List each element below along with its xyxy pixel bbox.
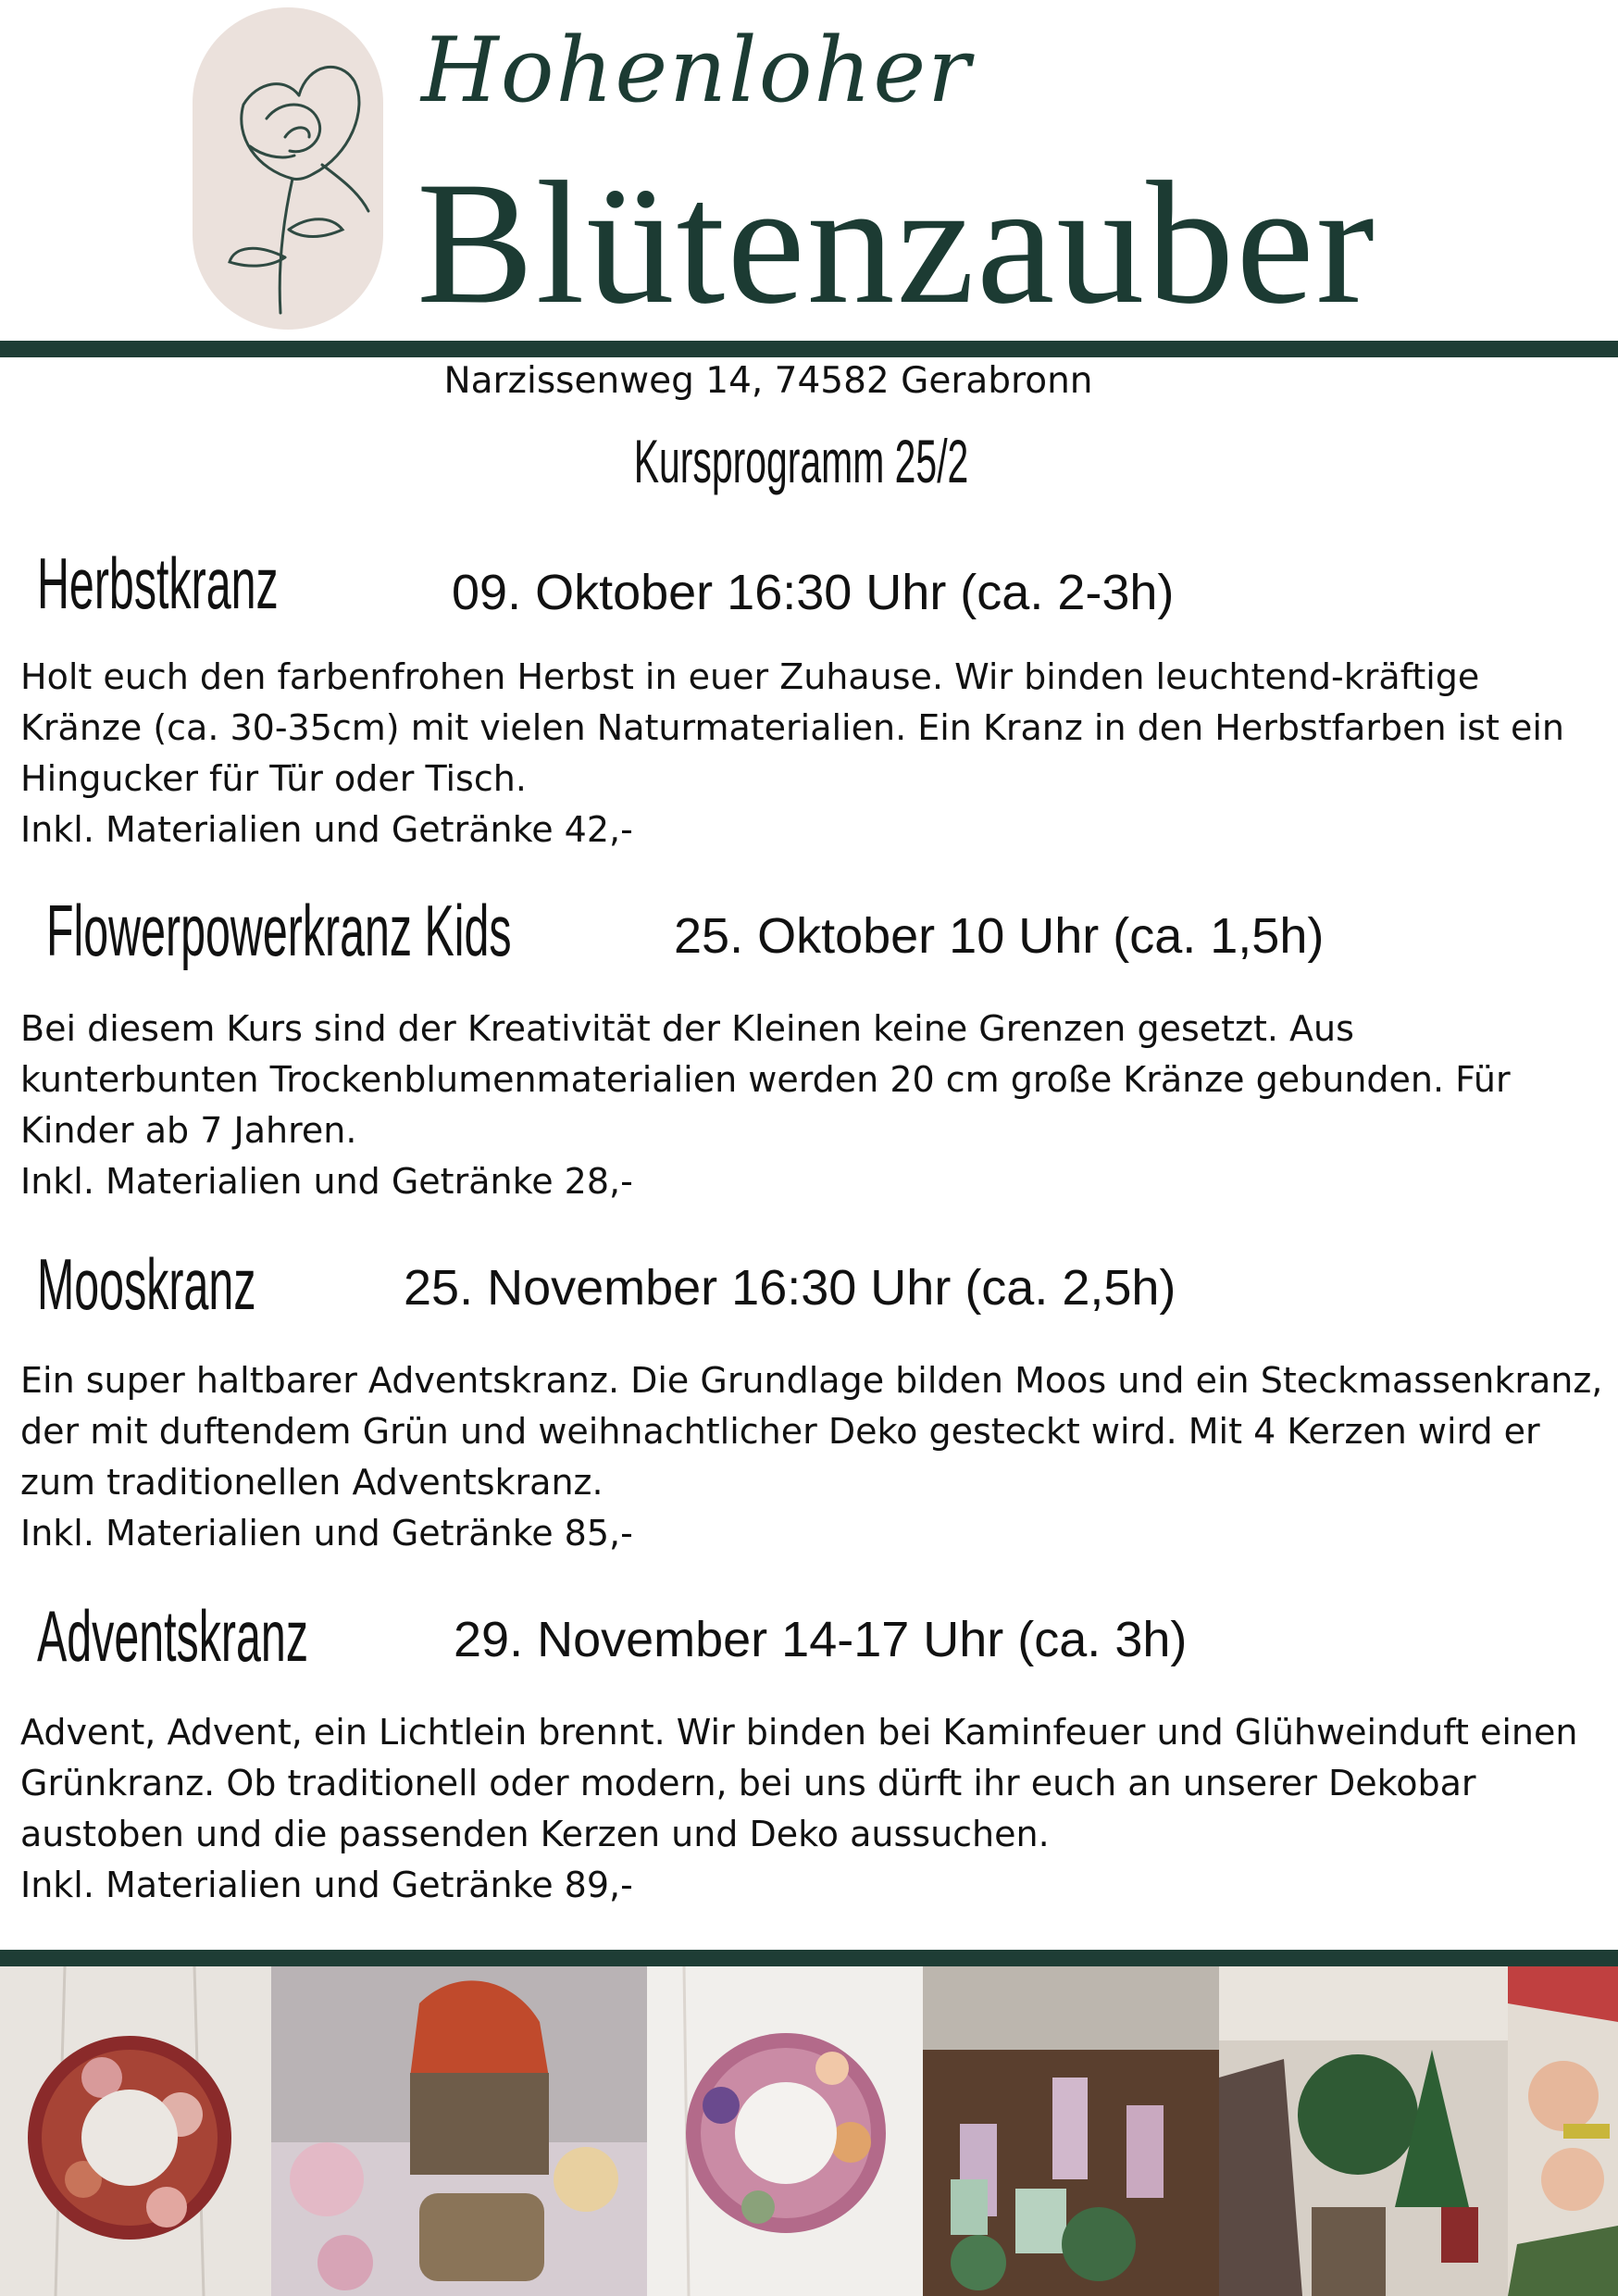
- advent-candles-table-photo: [923, 1966, 1219, 2296]
- footer-divider: [0, 1950, 1618, 1966]
- course-price: Inkl. Materialien und Getränke 85,-: [20, 1513, 633, 1554]
- autumn-wreath-photo: [0, 1966, 271, 2296]
- course-price: Inkl. Materialien und Getränke 89,-: [20, 1865, 633, 1905]
- course-description-text: Holt euch den farbenfrohen Herbst in euer Zuhause. Wir binden leuchtend-kräftige Kränze (ca. 30-35cm) mit vielen Naturmaterialien. Ein Kranz in den Herbstfarben ist ein Hingucker für Tür oder Tisch.: [20, 656, 1564, 799]
- course-price: Inkl. Materialien und Getränke 28,-: [20, 1161, 633, 1202]
- fir-wreath-binding-photo: [1219, 1966, 1508, 2296]
- course-description: [20, 652, 1603, 855]
- course-description: [20, 1004, 1603, 1207]
- course-name: Flowerpowerkranz Kids: [46, 890, 512, 971]
- program-title: Kursprogramm 25/2: [633, 427, 969, 495]
- course-name: Adventskranz: [37, 1595, 308, 1677]
- course-date: 09. Oktober 16:30 Uhr (ca. 2-3h): [452, 565, 1175, 620]
- hands-binding-photo: [1508, 1966, 1618, 2296]
- photo-strip: [0, 1966, 1618, 2296]
- course-date: 25. November 16:30 Uhr (ca. 2,5h): [404, 1260, 1176, 1316]
- flower-icon: [193, 7, 383, 330]
- dried-flowers-baskets-photo: [271, 1966, 647, 2296]
- address: Narzissenweg 14, 74582 Gerabronn: [443, 360, 1093, 402]
- course-description-text: Ein super haltbarer Adventskranz. Die Grundlage bilden Moos und ein Steckmassenkranz, der mit duftendem Grün und weihnachtlicher Deko gesteckt wird. Mit 4 Kerzen wird er zum traditionellen Adventskranz.: [20, 1360, 1603, 1503]
- logo-flower-emblem: [193, 7, 383, 330]
- course-description: [20, 1355, 1603, 1559]
- course-price: Inkl. Materialien und Getränke 42,-: [20, 809, 633, 850]
- brand-script-title: Hohenloher: [421, 19, 973, 122]
- course-name: Mooskranz: [37, 1243, 256, 1325]
- course-description: [20, 1707, 1603, 1911]
- course-description-text: Advent, Advent, ein Lichtlein brennt. Wir binden bei Kaminfeuer und Glühweinduft einen Grünkranz. Ob traditionell oder modern, bei uns dürft ihr euch an unserer Dekobar austoben und die passenden Kerzen und Deko aussuchen.: [20, 1712, 1578, 1854]
- course-name: Herbstkranz: [37, 543, 279, 624]
- colorful-wreath-photo: [647, 1966, 923, 2296]
- course-date: 25. Oktober 10 Uhr (ca. 1,5h): [674, 908, 1325, 964]
- brand-title: Blütenzauber: [417, 146, 1376, 341]
- course-date: 29. November 14-17 Uhr (ca. 3h): [454, 1612, 1188, 1667]
- course-description-text: Bei diesem Kurs sind der Kreativität der Kleinen keine Grenzen gesetzt. Aus kunterbunten Trockenblumenmaterialien werden 20 cm große Kränze gebunden. Für Kinder ab 7 Jahren.: [20, 1008, 1511, 1151]
